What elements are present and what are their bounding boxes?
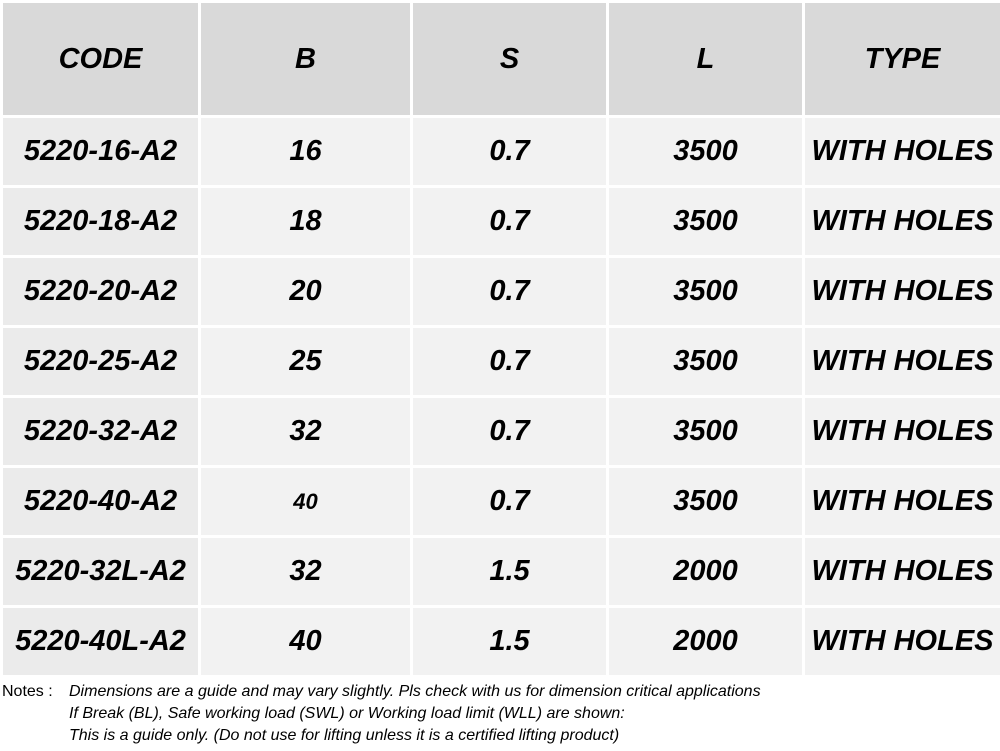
cell-b: 40	[201, 468, 410, 535]
cell-l: 3500	[609, 258, 802, 325]
cell-code: 5220-32L-A2	[3, 538, 198, 605]
cell-code: 5220-32-A2	[3, 398, 198, 465]
cell-b: 16	[201, 118, 410, 185]
cell-s: 0.7	[413, 468, 606, 535]
table-row	[3, 468, 1000, 535]
header-b: B	[201, 3, 410, 115]
cell-s: 1.5	[413, 608, 606, 675]
cell-b: 40	[201, 608, 410, 675]
cell-type: WITH HOLES	[805, 118, 1000, 185]
cell-s: 1.5	[413, 538, 606, 605]
cell-code: 5220-40-A2	[3, 468, 198, 535]
header-s: S	[413, 3, 606, 115]
cell-code: 5220-16-A2	[3, 118, 198, 185]
cell-code: 5220-20-A2	[3, 258, 198, 325]
cell-l: 2000	[609, 608, 802, 675]
cell-s: 0.7	[413, 398, 606, 465]
table-row	[3, 118, 1000, 185]
cell-s: 0.7	[413, 118, 606, 185]
cell-s: 0.7	[413, 258, 606, 325]
cell-l: 3500	[609, 328, 802, 395]
cell-b: 32	[201, 398, 410, 465]
cell-l: 3500	[609, 468, 802, 535]
cell-l: 2000	[609, 538, 802, 605]
cell-type: WITH HOLES	[805, 188, 1000, 255]
cell-type: WITH HOLES	[805, 538, 1000, 605]
table-row	[3, 538, 1000, 605]
cell-type: WITH HOLES	[805, 468, 1000, 535]
notes-section	[0, 681, 1000, 749]
cell-s: 0.7	[413, 328, 606, 395]
notes-lines	[69, 681, 761, 747]
header-code: CODE	[3, 3, 198, 115]
header-type: TYPE	[805, 3, 1000, 115]
table-row	[3, 188, 1000, 255]
notes-label: Notes :	[2, 683, 53, 700]
table-row	[3, 258, 1000, 325]
cell-code: 5220-18-A2	[3, 188, 198, 255]
cell-code: 5220-25-A2	[3, 328, 198, 395]
cell-b: 32	[201, 538, 410, 605]
cell-type: WITH HOLES	[805, 328, 1000, 395]
note-line-lifting-warning: This is a guide only. (Do not use for lifting unless it is a certified lifting product)	[69, 727, 620, 744]
cell-l: 3500	[609, 188, 802, 255]
cell-s: 0.7	[413, 188, 606, 255]
table-row	[3, 328, 1000, 395]
cell-type: WITH HOLES	[805, 608, 1000, 675]
cell-code: 5220-40L-A2	[3, 608, 198, 675]
table-row	[3, 398, 1000, 465]
cell-type: WITH HOLES	[805, 398, 1000, 465]
header-l: L	[609, 3, 802, 115]
cell-type: WITH HOLES	[805, 258, 1000, 325]
table-row	[3, 608, 1000, 675]
cell-l: 3500	[609, 398, 802, 465]
cell-b: 18	[201, 188, 410, 255]
table-header-row	[3, 3, 1000, 115]
note-line-dimensions: Dimensions are a guide and may vary slightly. Pls check with us for dimension critical applications	[69, 683, 761, 700]
cell-l: 3500	[609, 118, 802, 185]
cell-b: 25	[201, 328, 410, 395]
cell-b: 20	[201, 258, 410, 325]
note-line-load-ratings: If Break (BL), Safe working load (SWL) or Working load limit (WLL) are shown:	[69, 705, 625, 722]
